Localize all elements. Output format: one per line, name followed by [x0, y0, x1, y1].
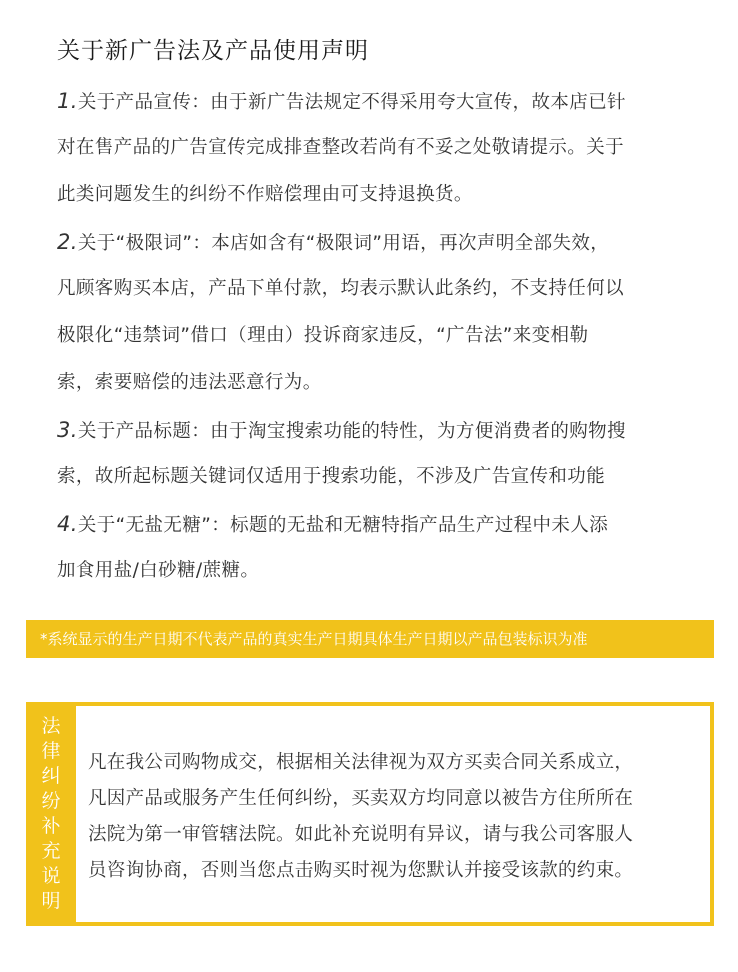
section-2-number: 2. [57, 230, 78, 254]
legal-label-char: 纷 [41, 790, 61, 812]
section-1-number: 1. [57, 89, 78, 113]
legal-dispute-content [76, 706, 710, 922]
section-1-line-2: 对在售产品的广告宣传完成排查整改若尚有不妥之处敬请提示。关于 [57, 137, 625, 158]
legal-dispute-label [26, 702, 76, 926]
section-2-text: 关于“极限词”：本店如含有“极限词”用语，再次声明全部失效， [77, 233, 610, 254]
production-date-notice-bar [26, 620, 714, 658]
legal-label-char: 纠 [41, 765, 61, 787]
legal-line-3: 法院为第一审管辖法院。如此补充说明有异议，请与我公司客服人 [88, 824, 634, 845]
section-1-line-3: 此类问题发生的纠纷不作赔偿理由可支持退换货。 [57, 184, 473, 205]
section-3-text: 关于产品标题：由于淘宝搜索功能的特性，为方便消费者的购物搜 [77, 421, 626, 442]
section-4-line-1 [57, 511, 608, 539]
section-2-line-4: 索，索要赔偿的违法恶意行为。 [57, 372, 322, 393]
production-date-notice-text: *系统显示的生产日期不代表产品的真实生产日期具体生产日期以产品包装标识为准 [40, 630, 588, 648]
legal-line-2: 凡因产品或服务产生任何纠纷，买卖双方均同意以被告方住所所在 [88, 788, 634, 809]
section-1-text: 关于产品宣传：由于新广告法规定不得采用夸大宣传，故本店已针 [77, 92, 626, 113]
legal-line-1: 凡在我公司购物成交，根据相关法律视为双方买卖合同关系成立， [88, 752, 634, 773]
page-title: 关于新广告法及产品使用声明 [57, 38, 369, 64]
legal-label-char: 明 [41, 890, 61, 912]
legal-label-char: 补 [41, 815, 61, 837]
section-3-number: 3. [57, 418, 78, 442]
section-2-line-2: 凡顾客购买本店，产品下单付款，均表示默认此条约，不支持任何以 [57, 278, 625, 299]
legal-label-char: 充 [41, 840, 61, 862]
section-4-number: 4. [57, 512, 78, 536]
section-4-text: 关于“无盐无糖”：标题的无盐和无糖特指产品生产过程中未人添 [77, 515, 609, 536]
legal-line-4: 员咨询协商，否则当您点击购买时视为您默认并接受该款的约束。 [88, 860, 634, 881]
legal-label-char: 律 [41, 740, 61, 762]
section-3-line-1 [57, 417, 626, 445]
section-2-line-3: 极限化“违禁词”借口（理由）投诉商家违反，“广告法”来变相勒 [57, 325, 589, 346]
section-3-line-2: 索，故所起标题关键词仅适用于搜索功能，不涉及广告宣传和功能 [57, 466, 606, 487]
legal-dispute-supplement-box [26, 702, 714, 926]
section-4-line-2: 加食用盐/白砂糖/蔗糖。 [57, 560, 260, 581]
legal-label-char: 说 [41, 865, 61, 887]
section-2-line-1 [57, 229, 609, 257]
section-1-line-1 [57, 88, 626, 116]
legal-label-char: 法 [41, 715, 61, 737]
